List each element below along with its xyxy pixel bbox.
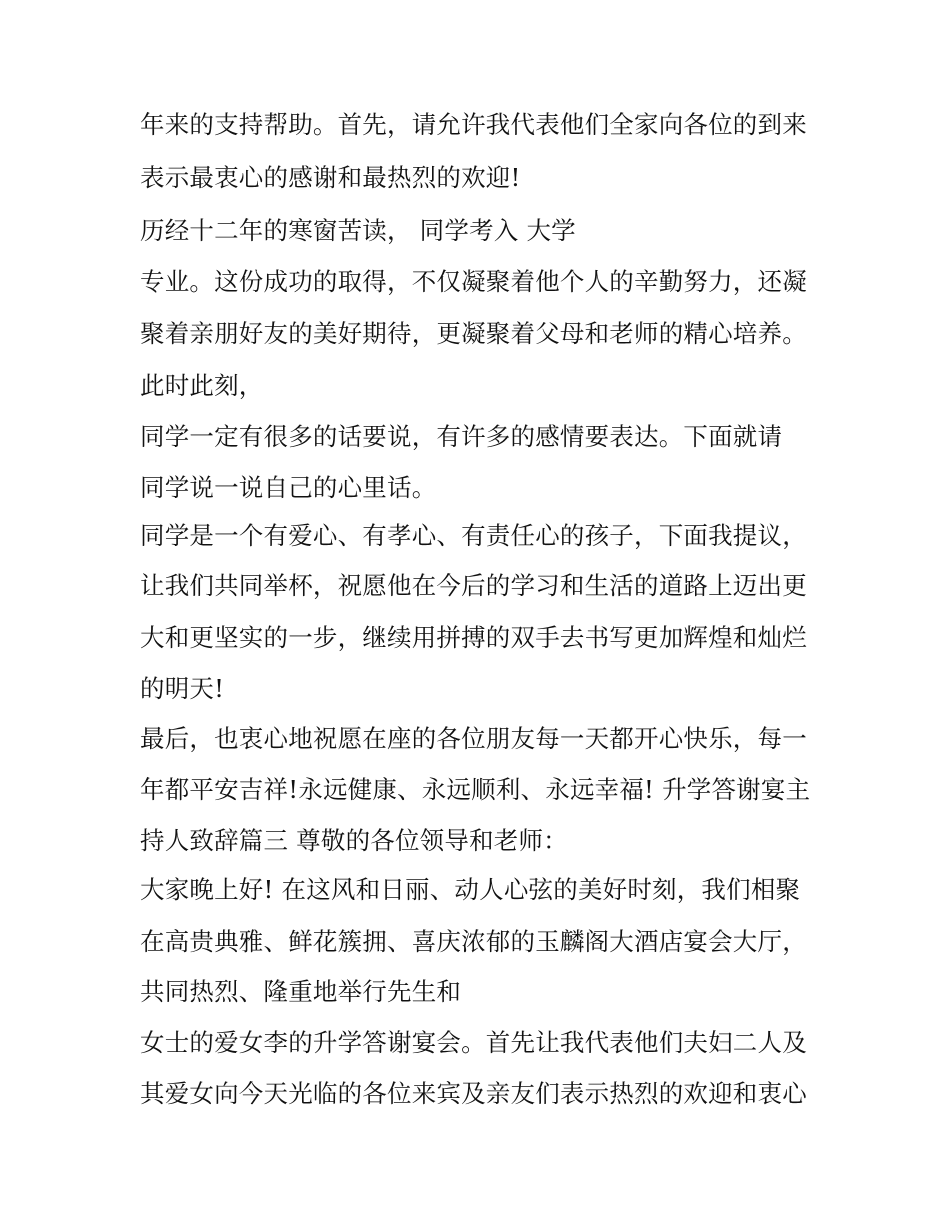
- text-line: 持人致辞篇三 尊敬的各位领导和老师：: [140, 826, 568, 855]
- text-line: 其爱女向今天光临的各位来宾及亲友们表示热烈的欢迎和衷心: [140, 1079, 807, 1108]
- text-line: 最后，也衷心地祝愿在座的各位朋友每一天都开心快乐，每一: [140, 724, 807, 753]
- text-line: 年都平安吉祥!永远健康、永远顺利、永远幸福! 升学答谢宴主: [140, 775, 811, 804]
- text-line: 年来的支持帮助。首先，请允许我代表他们全家向各位的到来: [140, 110, 807, 139]
- text-line: 同学说一说自己的心里话。: [140, 473, 437, 502]
- text-line: 在高贵典雅、鲜花簇拥、喜庆浓郁的玉麟阁大酒店宴会大厅，: [140, 927, 807, 956]
- text-line: 此时此刻，: [140, 371, 264, 400]
- text-line: 共同热烈、隆重地举行先生和: [140, 977, 462, 1006]
- text-line: 表示最衷心的感谢和最热烈的欢迎!: [140, 163, 521, 192]
- text-line: 大和更坚实的一步，继续用拼搏的双手去书写更加辉煌和灿烂: [140, 623, 807, 652]
- text-line: 专业。这份成功的取得，不仅凝聚着他个人的辛勤努力，还凝: [140, 267, 807, 296]
- text-line: 同学是一个有爱心、有孝心、有责任心的孩子，下面我提议，: [140, 521, 807, 550]
- text-line: 历经十二年的寒窗苦读， 同学考入 大学: [140, 216, 576, 245]
- text-line: 女士的爱女李的升学答谢宴会。首先让我代表他们夫妇二人及: [140, 1028, 807, 1057]
- text-line: 同学一定有很多的话要说，有许多的感情要表达。下面就请: [140, 422, 783, 451]
- text-line: 聚着亲朋好友的美好期待，更凝聚着父母和老师的精心培养。: [140, 319, 807, 348]
- text-line: 的明天!: [140, 674, 225, 703]
- text-line: 让我们共同举杯，祝愿他在今后的学习和生活的道路上迈出更: [140, 571, 807, 600]
- text-line: 大家晚上好! 在这风和日丽、动人心弦的美好时刻，我们相聚: [140, 875, 801, 904]
